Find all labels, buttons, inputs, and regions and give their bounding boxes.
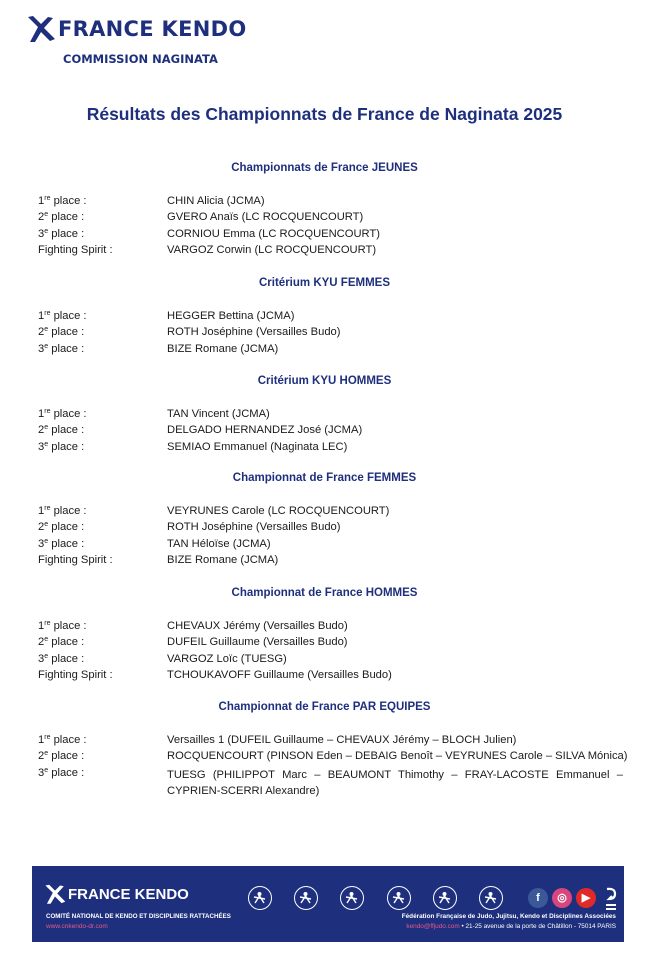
place-text: place : (50, 505, 87, 517)
place-label (38, 521, 84, 533)
competitor-name: TUESG (PHILIPPOT Marc – BEAUMONT Thimothy – FRAY-LACOSTE Emmanuel – CYPRIEN-SCERRI Alexandre) (167, 768, 623, 797)
place-rank: 1 (38, 408, 45, 420)
place-suffix: re (44, 195, 51, 202)
place-suffix: e (44, 211, 49, 219)
competitor-name: DELGADO HERNANDEZ José (JCMA) (167, 424, 363, 437)
footer-address (406, 923, 616, 930)
result-row (0, 441, 649, 457)
competitor-name: SEMIAO Emmanuel (Naginata LEC) (167, 440, 348, 453)
result-row (0, 620, 649, 636)
competitor-name: VARGOZ Loïc (TUESG) (167, 652, 287, 665)
place-rank: 1 (38, 620, 45, 632)
result-row (0, 521, 649, 537)
footer-email-link[interactable]: kendo@ffjudo.com (406, 923, 460, 930)
place-label (38, 441, 84, 453)
result-row (0, 653, 649, 669)
competitor-name: Versailles 1 (DUFEIL Guillaume – CHEVAUX Jérémy – BLOCH Julien) (167, 734, 517, 746)
place-rank: 2 (38, 636, 45, 649)
footer-committee: COMITÉ NATIONAL DE KENDO ET DISCIPLINES RATTACHÉES (46, 913, 231, 920)
place-label (38, 538, 84, 550)
competitor-name: TCHOUKAVOFF Guillaume (Versailles Budo) (167, 669, 392, 682)
footer-brand-name: FRANCE KENDO (68, 886, 189, 903)
place-suffix: e (44, 636, 49, 644)
place-text: place : (48, 342, 85, 355)
competitor-name: CORNIOU Emma (LC ROCQUENCOURT) (167, 227, 380, 240)
place-label (38, 228, 84, 240)
place-text: place : (50, 195, 87, 207)
page-title: Résultats des Championnats de France de Naginata 2025 (86, 104, 563, 124)
competitor-name: GVERO Anaïs (LC ROCQUENCOURT) (167, 211, 364, 224)
place-suffix: e (44, 342, 49, 350)
place-suffix: e (44, 440, 49, 448)
result-row (0, 636, 649, 652)
place-label (38, 554, 113, 566)
result-row (0, 554, 649, 570)
social-glyph: ◎ (557, 892, 567, 904)
place-rank: 2 (38, 521, 45, 534)
result-row (0, 538, 649, 554)
youtube-icon[interactable] (576, 888, 596, 908)
place-suffix: e (44, 521, 49, 529)
place-text: place : (48, 424, 85, 437)
place-label (38, 620, 87, 632)
place-label (38, 343, 84, 355)
place-label (38, 310, 87, 322)
place-rank: 1 (38, 310, 45, 322)
place-text: place : (50, 734, 87, 746)
place-suffix: e (44, 537, 49, 545)
place-rank: 1 (38, 734, 45, 746)
result-row (0, 228, 649, 244)
place-rank: 1 (38, 195, 45, 207)
naginata-discipline-icon (433, 886, 457, 910)
result-row (0, 734, 649, 750)
place-suffix: re (44, 620, 51, 627)
place-rank: 3 (38, 537, 45, 550)
instagram-icon[interactable] (552, 888, 572, 908)
place-suffix: e (44, 652, 49, 660)
place-label (38, 505, 87, 517)
kyudo-discipline-icon (479, 886, 503, 910)
competitor-name: TAN Vincent (JCMA) (167, 408, 270, 420)
kendo-fighter-logo-icon (26, 14, 56, 46)
place-suffix: re (44, 505, 51, 512)
place-suffix: e (44, 750, 49, 758)
place-text: place : (48, 211, 85, 224)
place-label (38, 636, 84, 648)
commission-name: COMMISSION NAGINATA (63, 52, 218, 66)
place-text: Fighting Spirit : (38, 669, 113, 682)
place-label (38, 734, 87, 746)
footer-banner (32, 866, 624, 942)
result-row (0, 669, 649, 685)
place-rank: 3 (38, 766, 45, 779)
place-rank: 3 (38, 440, 45, 453)
place-rank: 2 (38, 326, 45, 339)
place-rank: 2 (38, 750, 45, 763)
place-text: place : (48, 750, 85, 763)
place-suffix: re (44, 408, 51, 415)
section-title: Championnat de France FEMMES (232, 472, 417, 484)
competitor-name: ROTH Joséphine (Versailles Budo) (167, 326, 341, 339)
place-text: place : (48, 766, 85, 779)
place-text: place : (48, 521, 85, 534)
place-label (38, 424, 84, 436)
result-row (0, 211, 649, 227)
result-row (0, 195, 649, 211)
competitor-name: CHEVAUX Jérémy (Versailles Budo) (167, 620, 348, 632)
competitor-name: BIZE Romane (JCMA) (167, 342, 279, 355)
place-rank: 2 (38, 424, 45, 437)
sport-chanbara-discipline-icon (387, 886, 411, 910)
result-row (0, 343, 649, 359)
footer-federation: Fédération Française de Judo, Jujitsu, Kendo et Disciplines Associées (401, 913, 616, 920)
section-title: Critérium KYU HOMMES (257, 375, 392, 387)
competitor-name: ROTH Joséphine (Versailles Budo) (167, 521, 341, 534)
place-label (38, 767, 84, 779)
brand-name: FRANCE KENDO (58, 17, 247, 41)
section-title: Championnat de France PAR EQUIPES (218, 701, 431, 713)
place-rank: 3 (38, 227, 45, 240)
place-label (38, 211, 84, 223)
result-row (0, 505, 649, 521)
place-label (38, 326, 84, 338)
place-label (38, 669, 113, 681)
result-row (0, 244, 649, 260)
place-suffix: e (44, 766, 49, 774)
place-text: place : (48, 652, 85, 665)
place-rank: 3 (38, 652, 45, 665)
kendo-fighter-logo-icon (44, 883, 66, 907)
result-row (0, 326, 649, 342)
place-label (38, 408, 87, 420)
place-suffix: e (44, 424, 49, 432)
result-row (0, 766, 649, 797)
place-label (38, 653, 84, 665)
iaido-discipline-icon (294, 886, 318, 910)
france-kendo-logo (26, 14, 286, 70)
footer-street-address: • 21-25 avenue de la porte de Châtillon - 75014 PARIS (459, 923, 616, 930)
section-title: Critérium KYU FEMMES (259, 277, 390, 289)
place-suffix: re (44, 734, 51, 741)
jodo-discipline-icon (340, 886, 364, 910)
place-label (38, 244, 113, 256)
place-rank: 3 (38, 342, 45, 355)
place-label (38, 750, 84, 762)
section-title: Championnats de France JEUNES (231, 162, 418, 174)
competitor-name: DUFEIL Guillaume (Versailles Budo) (167, 636, 348, 649)
competitor-name: HEGGER Bettina (JCMA) (167, 310, 295, 322)
place-rank: 1 (38, 505, 45, 517)
competitor-name: VARGOZ Corwin (LC ROCQUENCOURT) (167, 244, 377, 257)
place-text: place : (50, 408, 87, 420)
place-text: place : (50, 620, 87, 632)
place-text: place : (48, 636, 85, 649)
place-text: place : (48, 227, 85, 240)
result-row (0, 750, 649, 766)
place-suffix: re (44, 310, 51, 317)
place-text: place : (48, 326, 85, 339)
place-rank: 2 (38, 211, 45, 224)
place-label (38, 195, 87, 207)
competitor-name: ROCQUENCOURT (PINSON Eden – DEBAIG Benoît – VEYRUNES Carole – SILVA Mónica) (167, 750, 628, 763)
competitor-name: CHIN Alicia (JCMA) (167, 195, 265, 207)
footer-website-link[interactable]: www.cnkendo-dr.com (46, 923, 108, 930)
place-text: place : (50, 310, 87, 322)
place-text: Fighting Spirit : (38, 554, 113, 567)
competitor-name: TAN Héloïse (JCMA) (167, 537, 271, 550)
social-glyph: ▶ (581, 892, 591, 904)
facebook-icon[interactable] (528, 888, 548, 908)
paris-2024-icon (604, 886, 618, 912)
competitor-name: VEYRUNES Carole (LC ROCQUENCOURT) (167, 505, 390, 517)
place-text: Fighting Spirit : (38, 244, 113, 257)
result-row (0, 424, 649, 440)
section-title: Championnat de France HOMMES (231, 587, 418, 599)
place-text: place : (48, 440, 85, 453)
place-suffix: e (44, 326, 49, 334)
result-row (0, 310, 649, 326)
competitor-name: BIZE Romane (JCMA) (167, 554, 279, 567)
kendo-discipline-icon (248, 886, 272, 910)
social-glyph: f (536, 892, 540, 904)
place-suffix: e (44, 227, 49, 235)
place-text: place : (48, 537, 85, 550)
result-row (0, 408, 649, 424)
